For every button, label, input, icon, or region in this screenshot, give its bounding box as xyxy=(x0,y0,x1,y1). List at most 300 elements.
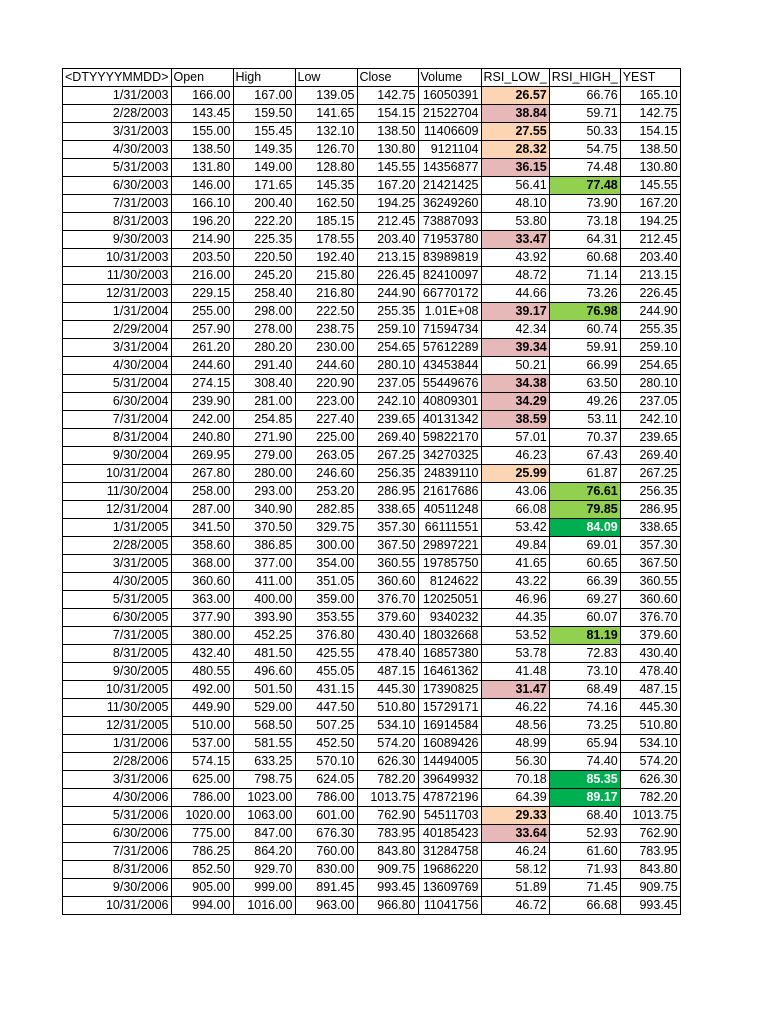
cell-rsi-high[interactable]: 60.68 xyxy=(549,249,620,267)
cell-volume[interactable]: 17390825 xyxy=(418,681,481,699)
header-rsi-low[interactable]: RSI_LOW_ xyxy=(481,69,549,87)
cell-date[interactable]: 6/30/2006 xyxy=(63,825,172,843)
cell-low[interactable]: 351.05 xyxy=(295,573,357,591)
cell-open[interactable]: 380.00 xyxy=(171,627,233,645)
cell-yest[interactable]: 626.30 xyxy=(620,771,680,789)
cell-rsi-high[interactable]: 76.61 xyxy=(549,483,620,501)
cell-low[interactable]: 253.20 xyxy=(295,483,357,501)
cell-open[interactable]: 229.15 xyxy=(171,285,233,303)
cell-rsi-low[interactable]: 51.89 xyxy=(481,879,549,897)
cell-rsi-low[interactable]: 38.84 xyxy=(481,105,549,123)
cell-rsi-high[interactable]: 67.43 xyxy=(549,447,620,465)
cell-date[interactable]: 10/31/2005 xyxy=(63,681,172,699)
cell-high[interactable]: 581.55 xyxy=(233,735,295,753)
cell-high[interactable]: 293.00 xyxy=(233,483,295,501)
cell-rsi-low[interactable]: 49.84 xyxy=(481,537,549,555)
cell-open[interactable]: 239.90 xyxy=(171,393,233,411)
cell-date[interactable]: 1/31/2006 xyxy=(63,735,172,753)
cell-volume[interactable]: 34270325 xyxy=(418,447,481,465)
header-low[interactable]: Low xyxy=(295,69,357,87)
cell-rsi-low[interactable]: 26.57 xyxy=(481,87,549,105)
cell-date[interactable]: 3/31/2004 xyxy=(63,339,172,357)
cell-open[interactable]: 905.00 xyxy=(171,879,233,897)
cell-yest[interactable]: 212.45 xyxy=(620,231,680,249)
cell-yest[interactable]: 478.40 xyxy=(620,663,680,681)
cell-rsi-high[interactable]: 74.40 xyxy=(549,753,620,771)
cell-rsi-high[interactable]: 68.40 xyxy=(549,807,620,825)
cell-rsi-low[interactable]: 46.96 xyxy=(481,591,549,609)
cell-rsi-low[interactable]: 39.17 xyxy=(481,303,549,321)
cell-date[interactable]: 9/30/2005 xyxy=(63,663,172,681)
cell-volume[interactable]: 71594734 xyxy=(418,321,481,339)
cell-rsi-low[interactable]: 48.99 xyxy=(481,735,549,753)
cell-rsi-high[interactable]: 69.27 xyxy=(549,591,620,609)
cell-low[interactable]: 507.25 xyxy=(295,717,357,735)
cell-close[interactable]: 154.15 xyxy=(357,105,418,123)
cell-high[interactable]: 377.00 xyxy=(233,555,295,573)
cell-high[interactable]: 278.00 xyxy=(233,321,295,339)
cell-close[interactable]: 237.05 xyxy=(357,375,418,393)
cell-rsi-low[interactable]: 46.72 xyxy=(481,897,549,915)
cell-close[interactable]: 783.95 xyxy=(357,825,418,843)
cell-yest[interactable]: 534.10 xyxy=(620,735,680,753)
cell-volume[interactable]: 82410097 xyxy=(418,267,481,285)
cell-rsi-high[interactable]: 52.93 xyxy=(549,825,620,843)
cell-high[interactable]: 155.45 xyxy=(233,123,295,141)
cell-high[interactable]: 280.20 xyxy=(233,339,295,357)
cell-volume[interactable]: 16914584 xyxy=(418,717,481,735)
cell-rsi-high[interactable]: 81.19 xyxy=(549,627,620,645)
cell-date[interactable]: 10/31/2006 xyxy=(63,897,172,915)
cell-open[interactable]: 131.80 xyxy=(171,159,233,177)
cell-rsi-low[interactable]: 44.66 xyxy=(481,285,549,303)
cell-close[interactable]: 430.40 xyxy=(357,627,418,645)
cell-close[interactable]: 130.80 xyxy=(357,141,418,159)
cell-rsi-high[interactable]: 73.10 xyxy=(549,663,620,681)
cell-volume[interactable]: 21617686 xyxy=(418,483,481,501)
cell-close[interactable]: 256.35 xyxy=(357,465,418,483)
cell-open[interactable]: 196.20 xyxy=(171,213,233,231)
cell-close[interactable]: 762.90 xyxy=(357,807,418,825)
cell-volume[interactable]: 19686220 xyxy=(418,861,481,879)
cell-close[interactable]: 242.10 xyxy=(357,393,418,411)
cell-volume[interactable]: 47872196 xyxy=(418,789,481,807)
cell-yest[interactable]: 242.10 xyxy=(620,411,680,429)
cell-volume[interactable]: 9121104 xyxy=(418,141,481,159)
cell-volume[interactable]: 14494005 xyxy=(418,753,481,771)
cell-open[interactable]: 574.15 xyxy=(171,753,233,771)
cell-volume[interactable]: 71953780 xyxy=(418,231,481,249)
cell-date[interactable]: 10/31/2004 xyxy=(63,465,172,483)
cell-close[interactable]: 510.80 xyxy=(357,699,418,717)
cell-open[interactable]: 363.00 xyxy=(171,591,233,609)
cell-rsi-low[interactable]: 57.01 xyxy=(481,429,549,447)
cell-rsi-high[interactable]: 61.60 xyxy=(549,843,620,861)
cell-close[interactable]: 286.95 xyxy=(357,483,418,501)
cell-low[interactable]: 963.00 xyxy=(295,897,357,915)
cell-yest[interactable]: 843.80 xyxy=(620,861,680,879)
cell-close[interactable]: 843.80 xyxy=(357,843,418,861)
cell-rsi-low[interactable]: 64.39 xyxy=(481,789,549,807)
cell-high[interactable]: 280.00 xyxy=(233,465,295,483)
cell-volume[interactable]: 66770172 xyxy=(418,285,481,303)
cell-yest[interactable]: 256.35 xyxy=(620,483,680,501)
cell-yest[interactable]: 430.40 xyxy=(620,645,680,663)
cell-volume[interactable]: 29897221 xyxy=(418,537,481,555)
cell-rsi-low[interactable]: 39.34 xyxy=(481,339,549,357)
cell-high[interactable]: 370.50 xyxy=(233,519,295,537)
cell-low[interactable]: 376.80 xyxy=(295,627,357,645)
cell-open[interactable]: 341.50 xyxy=(171,519,233,537)
cell-high[interactable]: 298.00 xyxy=(233,303,295,321)
cell-open[interactable]: 255.00 xyxy=(171,303,233,321)
cell-low[interactable]: 220.90 xyxy=(295,375,357,393)
cell-rsi-high[interactable]: 61.87 xyxy=(549,465,620,483)
header-close[interactable]: Close xyxy=(357,69,418,87)
cell-close[interactable]: 357.30 xyxy=(357,519,418,537)
cell-yest[interactable]: 1013.75 xyxy=(620,807,680,825)
cell-low[interactable]: 227.40 xyxy=(295,411,357,429)
cell-rsi-high[interactable]: 66.39 xyxy=(549,573,620,591)
cell-open[interactable]: 625.00 xyxy=(171,771,233,789)
cell-open[interactable]: 786.00 xyxy=(171,789,233,807)
cell-open[interactable]: 155.00 xyxy=(171,123,233,141)
cell-yest[interactable]: 376.70 xyxy=(620,609,680,627)
cell-yest[interactable]: 762.90 xyxy=(620,825,680,843)
header-open[interactable]: Open xyxy=(171,69,233,87)
cell-rsi-low[interactable]: 53.78 xyxy=(481,645,549,663)
cell-volume[interactable]: 21522704 xyxy=(418,105,481,123)
cell-rsi-high[interactable]: 64.31 xyxy=(549,231,620,249)
cell-yest[interactable]: 237.05 xyxy=(620,393,680,411)
cell-date[interactable]: 8/31/2005 xyxy=(63,645,172,663)
cell-date[interactable]: 3/31/2005 xyxy=(63,555,172,573)
cell-open[interactable]: 267.80 xyxy=(171,465,233,483)
cell-close[interactable]: 360.60 xyxy=(357,573,418,591)
cell-open[interactable]: 775.00 xyxy=(171,825,233,843)
cell-rsi-high[interactable]: 63.50 xyxy=(549,375,620,393)
cell-volume[interactable]: 18032668 xyxy=(418,627,481,645)
cell-rsi-high[interactable]: 68.49 xyxy=(549,681,620,699)
cell-date[interactable]: 12/31/2005 xyxy=(63,717,172,735)
cell-date[interactable]: 4/30/2004 xyxy=(63,357,172,375)
cell-yest[interactable]: 510.80 xyxy=(620,717,680,735)
cell-open[interactable]: 510.00 xyxy=(171,717,233,735)
header-high[interactable]: High xyxy=(233,69,295,87)
cell-high[interactable]: 220.50 xyxy=(233,249,295,267)
header-date[interactable]: <DTYYYYMMDD> xyxy=(63,69,172,87)
cell-date[interactable]: 6/30/2004 xyxy=(63,393,172,411)
cell-rsi-high[interactable]: 66.76 xyxy=(549,87,620,105)
cell-volume[interactable]: 9340232 xyxy=(418,609,481,627)
cell-high[interactable]: 159.50 xyxy=(233,105,295,123)
cell-volume[interactable]: 21421425 xyxy=(418,177,481,195)
cell-open[interactable]: 258.00 xyxy=(171,483,233,501)
cell-rsi-low[interactable]: 70.18 xyxy=(481,771,549,789)
cell-high[interactable]: 452.25 xyxy=(233,627,295,645)
cell-rsi-low[interactable]: 43.22 xyxy=(481,573,549,591)
cell-yest[interactable]: 993.45 xyxy=(620,897,680,915)
cell-yest[interactable]: 338.65 xyxy=(620,519,680,537)
cell-yest[interactable]: 165.10 xyxy=(620,87,680,105)
cell-low[interactable]: 162.50 xyxy=(295,195,357,213)
cell-rsi-high[interactable]: 60.07 xyxy=(549,609,620,627)
cell-high[interactable]: 400.00 xyxy=(233,591,295,609)
cell-open[interactable]: 852.50 xyxy=(171,861,233,879)
cell-rsi-high[interactable]: 73.90 xyxy=(549,195,620,213)
cell-volume[interactable]: 19785750 xyxy=(418,555,481,573)
cell-close[interactable]: 194.25 xyxy=(357,195,418,213)
cell-rsi-high[interactable]: 89.17 xyxy=(549,789,620,807)
cell-rsi-high[interactable]: 65.94 xyxy=(549,735,620,753)
cell-rsi-low[interactable]: 33.64 xyxy=(481,825,549,843)
cell-volume[interactable]: 40185423 xyxy=(418,825,481,843)
cell-high[interactable]: 568.50 xyxy=(233,717,295,735)
cell-close[interactable]: 534.10 xyxy=(357,717,418,735)
cell-volume[interactable]: 40809301 xyxy=(418,393,481,411)
cell-open[interactable]: 166.00 xyxy=(171,87,233,105)
cell-rsi-high[interactable]: 66.99 xyxy=(549,357,620,375)
cell-close[interactable]: 244.90 xyxy=(357,285,418,303)
cell-close[interactable]: 167.20 xyxy=(357,177,418,195)
cell-open[interactable]: 1020.00 xyxy=(171,807,233,825)
cell-close[interactable]: 379.60 xyxy=(357,609,418,627)
cell-volume[interactable]: 43453844 xyxy=(418,357,481,375)
cell-yest[interactable]: 259.10 xyxy=(620,339,680,357)
cell-close[interactable]: 360.55 xyxy=(357,555,418,573)
cell-open[interactable]: 537.00 xyxy=(171,735,233,753)
cell-rsi-high[interactable]: 85.35 xyxy=(549,771,620,789)
cell-high[interactable]: 386.85 xyxy=(233,537,295,555)
cell-volume[interactable]: 12025051 xyxy=(418,591,481,609)
cell-date[interactable]: 5/31/2003 xyxy=(63,159,172,177)
cell-rsi-high[interactable]: 60.65 xyxy=(549,555,620,573)
cell-date[interactable]: 5/31/2004 xyxy=(63,375,172,393)
cell-yest[interactable]: 783.95 xyxy=(620,843,680,861)
cell-yest[interactable]: 130.80 xyxy=(620,159,680,177)
cell-high[interactable]: 308.40 xyxy=(233,375,295,393)
cell-high[interactable]: 291.40 xyxy=(233,357,295,375)
cell-low[interactable]: 452.50 xyxy=(295,735,357,753)
cell-open[interactable]: 146.00 xyxy=(171,177,233,195)
cell-high[interactable]: 999.00 xyxy=(233,879,295,897)
cell-close[interactable]: 203.40 xyxy=(357,231,418,249)
cell-close[interactable]: 487.15 xyxy=(357,663,418,681)
cell-volume[interactable]: 1.01E+08 xyxy=(418,303,481,321)
cell-low[interactable]: 353.55 xyxy=(295,609,357,627)
cell-close[interactable]: 212.45 xyxy=(357,213,418,231)
cell-yest[interactable]: 782.20 xyxy=(620,789,680,807)
cell-rsi-low[interactable]: 36.15 xyxy=(481,159,549,177)
cell-close[interactable]: 239.65 xyxy=(357,411,418,429)
cell-low[interactable]: 425.55 xyxy=(295,645,357,663)
cell-high[interactable]: 225.35 xyxy=(233,231,295,249)
cell-rsi-high[interactable]: 84.09 xyxy=(549,519,620,537)
cell-yest[interactable]: 154.15 xyxy=(620,123,680,141)
cell-high[interactable]: 1063.00 xyxy=(233,807,295,825)
cell-volume[interactable]: 83989819 xyxy=(418,249,481,267)
cell-close[interactable]: 445.30 xyxy=(357,681,418,699)
cell-volume[interactable]: 13609769 xyxy=(418,879,481,897)
cell-yest[interactable]: 360.55 xyxy=(620,573,680,591)
cell-date[interactable]: 7/31/2005 xyxy=(63,627,172,645)
cell-date[interactable]: 4/30/2003 xyxy=(63,141,172,159)
cell-yest[interactable]: 138.50 xyxy=(620,141,680,159)
cell-open[interactable]: 368.00 xyxy=(171,555,233,573)
cell-open[interactable]: 214.90 xyxy=(171,231,233,249)
cell-date[interactable]: 6/30/2003 xyxy=(63,177,172,195)
cell-yest[interactable]: 574.20 xyxy=(620,753,680,771)
cell-close[interactable]: 782.20 xyxy=(357,771,418,789)
cell-date[interactable]: 9/30/2003 xyxy=(63,231,172,249)
cell-low[interactable]: 359.00 xyxy=(295,591,357,609)
cell-yest[interactable]: 145.55 xyxy=(620,177,680,195)
cell-rsi-high[interactable]: 66.68 xyxy=(549,897,620,915)
cell-rsi-high[interactable]: 72.83 xyxy=(549,645,620,663)
cell-rsi-low[interactable]: 33.47 xyxy=(481,231,549,249)
cell-volume[interactable]: 73887093 xyxy=(418,213,481,231)
cell-date[interactable]: 10/31/2003 xyxy=(63,249,172,267)
cell-open[interactable]: 242.00 xyxy=(171,411,233,429)
cell-high[interactable]: 1016.00 xyxy=(233,897,295,915)
cell-close[interactable]: 574.20 xyxy=(357,735,418,753)
cell-date[interactable]: 12/31/2003 xyxy=(63,285,172,303)
cell-date[interactable]: 4/30/2005 xyxy=(63,573,172,591)
cell-open[interactable]: 377.90 xyxy=(171,609,233,627)
cell-low[interactable]: 624.05 xyxy=(295,771,357,789)
cell-rsi-low[interactable]: 29.33 xyxy=(481,807,549,825)
cell-date[interactable]: 3/31/2006 xyxy=(63,771,172,789)
cell-yest[interactable]: 142.75 xyxy=(620,105,680,123)
cell-rsi-high[interactable]: 59.91 xyxy=(549,339,620,357)
cell-low[interactable]: 145.35 xyxy=(295,177,357,195)
cell-close[interactable]: 626.30 xyxy=(357,753,418,771)
cell-open[interactable]: 786.25 xyxy=(171,843,233,861)
cell-high[interactable]: 340.90 xyxy=(233,501,295,519)
cell-rsi-low[interactable]: 48.10 xyxy=(481,195,549,213)
cell-low[interactable]: 891.45 xyxy=(295,879,357,897)
cell-high[interactable]: 496.60 xyxy=(233,663,295,681)
cell-close[interactable]: 280.10 xyxy=(357,357,418,375)
cell-volume[interactable]: 8124622 xyxy=(418,573,481,591)
cell-open[interactable]: 216.00 xyxy=(171,267,233,285)
cell-high[interactable]: 254.85 xyxy=(233,411,295,429)
cell-high[interactable]: 529.00 xyxy=(233,699,295,717)
header-volume[interactable]: Volume xyxy=(418,69,481,87)
cell-open[interactable]: 166.10 xyxy=(171,195,233,213)
cell-yest[interactable]: 357.30 xyxy=(620,537,680,555)
cell-high[interactable]: 411.00 xyxy=(233,573,295,591)
cell-yest[interactable]: 239.65 xyxy=(620,429,680,447)
cell-close[interactable]: 142.75 xyxy=(357,87,418,105)
cell-date[interactable]: 3/31/2003 xyxy=(63,123,172,141)
cell-low[interactable]: 300.00 xyxy=(295,537,357,555)
cell-date[interactable]: 7/31/2006 xyxy=(63,843,172,861)
cell-high[interactable]: 929.70 xyxy=(233,861,295,879)
cell-date[interactable]: 9/30/2004 xyxy=(63,447,172,465)
cell-date[interactable]: 2/28/2005 xyxy=(63,537,172,555)
cell-yest[interactable]: 254.65 xyxy=(620,357,680,375)
cell-low[interactable]: 141.65 xyxy=(295,105,357,123)
cell-date[interactable]: 1/31/2005 xyxy=(63,519,172,537)
cell-date[interactable]: 9/30/2006 xyxy=(63,879,172,897)
cell-high[interactable]: 281.00 xyxy=(233,393,295,411)
cell-date[interactable]: 2/28/2006 xyxy=(63,753,172,771)
cell-close[interactable]: 254.65 xyxy=(357,339,418,357)
cell-rsi-high[interactable]: 76.98 xyxy=(549,303,620,321)
cell-low[interactable]: 223.00 xyxy=(295,393,357,411)
cell-rsi-high[interactable]: 71.93 xyxy=(549,861,620,879)
cell-date[interactable]: 2/28/2003 xyxy=(63,105,172,123)
cell-close[interactable]: 145.55 xyxy=(357,159,418,177)
cell-date[interactable]: 7/31/2003 xyxy=(63,195,172,213)
cell-rsi-low[interactable]: 58.12 xyxy=(481,861,549,879)
cell-yest[interactable]: 909.75 xyxy=(620,879,680,897)
cell-open[interactable]: 203.50 xyxy=(171,249,233,267)
cell-close[interactable]: 213.15 xyxy=(357,249,418,267)
cell-date[interactable]: 5/31/2005 xyxy=(63,591,172,609)
cell-rsi-low[interactable]: 48.72 xyxy=(481,267,549,285)
cell-high[interactable]: 1023.00 xyxy=(233,789,295,807)
cell-open[interactable]: 261.20 xyxy=(171,339,233,357)
cell-rsi-low[interactable]: 53.52 xyxy=(481,627,549,645)
cell-high[interactable]: 847.00 xyxy=(233,825,295,843)
cell-yest[interactable]: 269.40 xyxy=(620,447,680,465)
cell-open[interactable]: 240.80 xyxy=(171,429,233,447)
cell-open[interactable]: 492.00 xyxy=(171,681,233,699)
cell-rsi-high[interactable]: 54.75 xyxy=(549,141,620,159)
cell-high[interactable]: 501.50 xyxy=(233,681,295,699)
header-rsi-high[interactable]: RSI_HIGH_ xyxy=(549,69,620,87)
cell-rsi-low[interactable]: 27.55 xyxy=(481,123,549,141)
cell-volume[interactable]: 11041756 xyxy=(418,897,481,915)
cell-rsi-high[interactable]: 70.37 xyxy=(549,429,620,447)
cell-volume[interactable]: 16089426 xyxy=(418,735,481,753)
cell-rsi-high[interactable]: 73.26 xyxy=(549,285,620,303)
cell-low[interactable]: 238.75 xyxy=(295,321,357,339)
cell-rsi-high[interactable]: 74.16 xyxy=(549,699,620,717)
cell-low[interactable]: 830.00 xyxy=(295,861,357,879)
cell-high[interactable]: 271.90 xyxy=(233,429,295,447)
cell-high[interactable]: 279.00 xyxy=(233,447,295,465)
cell-low[interactable]: 263.05 xyxy=(295,447,357,465)
cell-volume[interactable]: 16461362 xyxy=(418,663,481,681)
cell-date[interactable]: 1/31/2003 xyxy=(63,87,172,105)
cell-rsi-low[interactable]: 46.23 xyxy=(481,447,549,465)
cell-date[interactable]: 6/30/2005 xyxy=(63,609,172,627)
cell-rsi-low[interactable]: 31.47 xyxy=(481,681,549,699)
cell-low[interactable]: 192.40 xyxy=(295,249,357,267)
cell-low[interactable]: 244.60 xyxy=(295,357,357,375)
cell-close[interactable]: 478.40 xyxy=(357,645,418,663)
cell-open[interactable]: 287.00 xyxy=(171,501,233,519)
cell-low[interactable]: 786.00 xyxy=(295,789,357,807)
cell-close[interactable]: 993.45 xyxy=(357,879,418,897)
cell-rsi-low[interactable]: 56.30 xyxy=(481,753,549,771)
cell-rsi-high[interactable]: 79.85 xyxy=(549,501,620,519)
cell-rsi-high[interactable]: 71.45 xyxy=(549,879,620,897)
cell-low[interactable]: 455.05 xyxy=(295,663,357,681)
cell-high[interactable]: 171.65 xyxy=(233,177,295,195)
cell-open[interactable]: 244.60 xyxy=(171,357,233,375)
cell-yest[interactable]: 286.95 xyxy=(620,501,680,519)
cell-yest[interactable]: 280.10 xyxy=(620,375,680,393)
cell-rsi-high[interactable]: 60.74 xyxy=(549,321,620,339)
cell-close[interactable]: 267.25 xyxy=(357,447,418,465)
cell-volume[interactable]: 14356877 xyxy=(418,159,481,177)
cell-volume[interactable]: 40511248 xyxy=(418,501,481,519)
cell-low[interactable]: 222.50 xyxy=(295,303,357,321)
